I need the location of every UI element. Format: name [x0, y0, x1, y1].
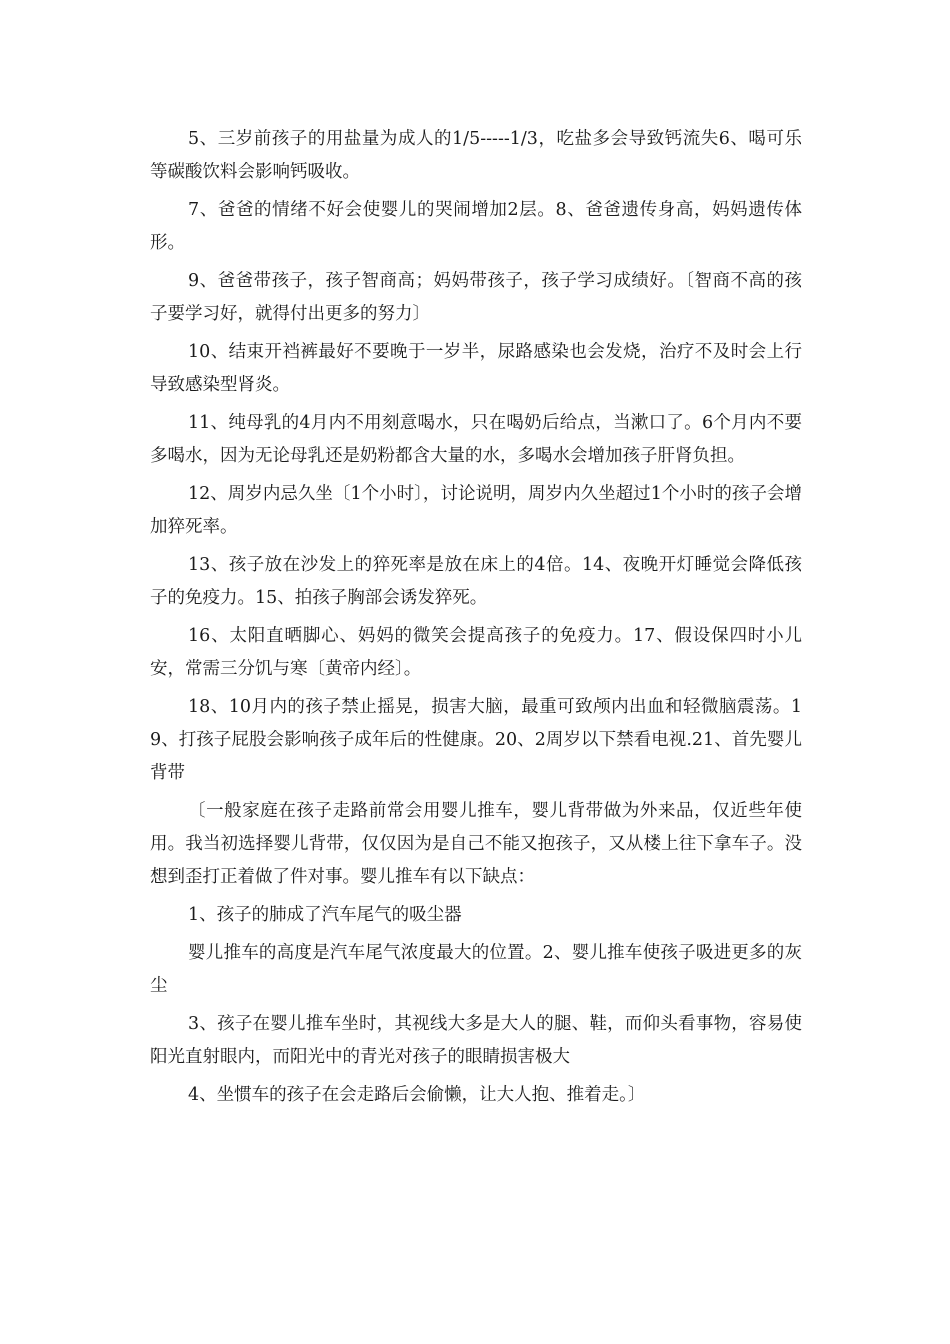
paragraph-stroller-point-1: 1、孩子的肺成了汽车尾气的吸尘器 — [188, 905, 462, 925]
document-body — [150, 123, 802, 1117]
paragraph-stroller-intro: 〔一般家庭在孩子走路前常会用婴儿推车，婴儿背带做为外来品，仅近些年使用。我当初选择婴儿背带，仅仅因为是自己不能又抱孩子，又从楼上往下拿车子。没想到歪打正着做了件对事。婴儿推车有以下缺点： — [150, 801, 802, 887]
paragraph-item-12: 12、周岁内忌久坐〔1个小时〕，讨论说明，周岁内久坐超过1个小时的孩子会增加猝死率。 — [150, 484, 802, 537]
paragraph-item-9: 9、爸爸带孩子，孩子智商高；妈妈带孩子，孩子学习成绩好。〔智商不高的孩子要学习好，就得付出更多的努力〕 — [150, 271, 802, 324]
paragraph-stroller-point-4: 4、坐惯车的孩子在会走路后会偷懒，让大人抱、推着走。〕 — [188, 1085, 646, 1105]
paragraph-item-13: 13、孩子放在沙发上的猝死率是放在床上的4倍。14、夜晚开灯睡觉会降低孩子的免疫力。15、拍孩子胸部会诱发猝死。 — [150, 555, 802, 608]
paragraph-item-11: 11、纯母乳的4月内不用刻意喝水，只在喝奶后给点，当漱口了。6个月内不要多喝水，因为无论母乳还是奶粉都含大量的水，多喝水会增加孩子肝肾负担。 — [150, 413, 802, 466]
paragraph-item-5: 5、三岁前孩子的用盐量为成人的1/5-----1/3，吃盐多会导致钙流失6、喝可乐等碳酸饮料会影响钙吸收。 — [150, 129, 802, 182]
paragraph-stroller-point-1-detail: 婴儿推车的高度是汽车尾气浓度最大的位置。2、婴儿推车使孩子吸进更多的灰尘 — [150, 943, 802, 996]
paragraph-item-16: 16、太阳直晒脚心、妈妈的微笑会提高孩子的免疫力。17、假设保四时小儿安，常需三分饥与寒〔黄帝内经〕。 — [150, 626, 802, 679]
paragraph-stroller-point-3: 3、孩子在婴儿推车坐时，其视线大多是大人的腿、鞋，而仰头看事物，容易使阳光直射眼内，而阳光中的青光对孩子的眼睛损害极大 — [150, 1014, 802, 1067]
paragraph-item-10: 10、结束开裆裤最好不要晚于一岁半，尿路感染也会发烧，治疗不及时会上行导致感染型肾炎。 — [150, 342, 802, 395]
paragraph-item-7: 7、爸爸的情绪不好会使婴儿的哭闹增加2层。8、爸爸遗传身高，妈妈遗传体形。 — [150, 200, 802, 253]
paragraph-item-18: 18、10月内的孩子禁止摇晃，损害大脑，最重可致颅内出血和轻微脑震荡。19、打孩子屁股会影响孩子成年后的性健康。20、2周岁以下禁看电视.21、首先婴儿背带 — [150, 697, 802, 783]
